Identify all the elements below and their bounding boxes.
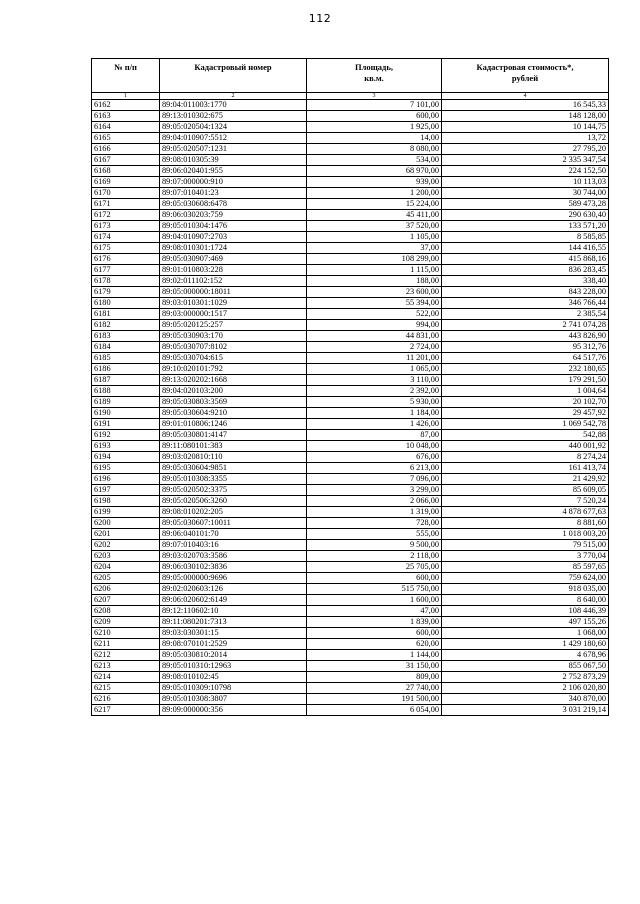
- cost-cell: 27 795,20: [442, 144, 609, 155]
- area-cell: 7 096,00: [307, 474, 442, 485]
- area-cell: 994,00: [307, 320, 442, 331]
- cadastral-number-cell: 89:04:010907:5512: [160, 133, 307, 144]
- area-cell: 3 110,00: [307, 375, 442, 386]
- row-number-cell: 6212: [92, 650, 160, 661]
- table-row: [92, 188, 609, 199]
- table-row: [92, 342, 609, 353]
- area-cell: 9 500,00: [307, 540, 442, 551]
- area-cell: 2 724,00: [307, 342, 442, 353]
- row-number-cell: 6207: [92, 595, 160, 606]
- header-cadastral-cost: Кадастровая стоимость*, рублей: [442, 59, 609, 93]
- cadastral-number-cell: 89:05:030608:6478: [160, 199, 307, 210]
- row-number-cell: 6162: [92, 100, 160, 111]
- cost-cell: 4 878 677,63: [442, 507, 609, 518]
- area-cell: 1 065,00: [307, 364, 442, 375]
- cost-cell: 10 144,75: [442, 122, 609, 133]
- area-cell: 37,00: [307, 243, 442, 254]
- row-number-cell: 6205: [92, 573, 160, 584]
- column-number: 3: [307, 93, 442, 100]
- cost-cell: 2 335 347,54: [442, 155, 609, 166]
- row-number-cell: 6201: [92, 529, 160, 540]
- area-cell: 2 118,00: [307, 551, 442, 562]
- area-cell: 1 105,00: [307, 232, 442, 243]
- area-cell: 6 213,00: [307, 463, 442, 474]
- area-cell: 600,00: [307, 628, 442, 639]
- row-number-cell: 6193: [92, 441, 160, 452]
- area-cell: 10 048,00: [307, 441, 442, 452]
- cadastral-number-cell: 89:10:020101:792: [160, 364, 307, 375]
- cadastral-table: [91, 58, 609, 716]
- cadastral-number-cell: 89:04:011003:1770: [160, 100, 307, 111]
- area-cell: 3 299,00: [307, 485, 442, 496]
- cost-cell: 8 585,85: [442, 232, 609, 243]
- cadastral-number-cell: 89:11:080101:383: [160, 441, 307, 452]
- cost-cell: 144 416,55: [442, 243, 609, 254]
- row-number-cell: 6165: [92, 133, 160, 144]
- cadastral-number-cell: 89:05:020504:1324: [160, 122, 307, 133]
- row-number-cell: 6190: [92, 408, 160, 419]
- table-row: [92, 672, 609, 683]
- row-number-cell: 6181: [92, 309, 160, 320]
- cost-cell: 1 004,64: [442, 386, 609, 397]
- table-row: [92, 694, 609, 705]
- cadastral-number-cell: 89:05:030803:3569: [160, 397, 307, 408]
- cost-cell: 108 446,39: [442, 606, 609, 617]
- table-row: [92, 100, 609, 111]
- cadastral-number-cell: 89:05:010304:1476: [160, 221, 307, 232]
- row-number-cell: 6182: [92, 320, 160, 331]
- table-row: [92, 683, 609, 694]
- cadastral-number-cell: 89:06:030102:3836: [160, 562, 307, 573]
- cost-cell: 918 035,00: [442, 584, 609, 595]
- row-number-cell: 6166: [92, 144, 160, 155]
- table-row: [92, 309, 609, 320]
- table-row: [92, 199, 609, 210]
- table-row: [92, 573, 609, 584]
- area-cell: 87,00: [307, 430, 442, 441]
- cost-cell: 1 069 542,78: [442, 419, 609, 430]
- row-number-cell: 6169: [92, 177, 160, 188]
- table-row: [92, 155, 609, 166]
- row-number-cell: 6189: [92, 397, 160, 408]
- table-row: [92, 474, 609, 485]
- cost-cell: 8 881,60: [442, 518, 609, 529]
- area-cell: 1 115,00: [307, 265, 442, 276]
- cost-cell: 2 385,54: [442, 309, 609, 320]
- row-number-cell: 6200: [92, 518, 160, 529]
- table-row: [92, 232, 609, 243]
- cadastral-number-cell: 89:03:000000:1517: [160, 309, 307, 320]
- area-cell: 600,00: [307, 111, 442, 122]
- table-row: [92, 661, 609, 672]
- cadastral-number-cell: 89:05:000000:9696: [160, 573, 307, 584]
- cost-cell: 30 744,00: [442, 188, 609, 199]
- row-number-cell: 6209: [92, 617, 160, 628]
- cost-cell: 3 770,04: [442, 551, 609, 562]
- area-cell: 15 224,00: [307, 199, 442, 210]
- table-row: [92, 639, 609, 650]
- cost-cell: 13,72: [442, 133, 609, 144]
- area-cell: 1 600,00: [307, 595, 442, 606]
- row-number-cell: 6185: [92, 353, 160, 364]
- area-cell: 191 500,00: [307, 694, 442, 705]
- table-row: [92, 441, 609, 452]
- area-cell: 45 411,00: [307, 210, 442, 221]
- cadastral-number-cell: 89:11:080201:7313: [160, 617, 307, 628]
- cadastral-number-cell: 89:04:010907:2703: [160, 232, 307, 243]
- area-cell: 676,00: [307, 452, 442, 463]
- table-row: [92, 265, 609, 276]
- row-number-cell: 6208: [92, 606, 160, 617]
- cadastral-number-cell: 89:08:010202:205: [160, 507, 307, 518]
- area-cell: 37 520,00: [307, 221, 442, 232]
- table-row: [92, 166, 609, 177]
- table-row: [92, 551, 609, 562]
- cost-cell: 85 597,65: [442, 562, 609, 573]
- area-cell: 1 839,00: [307, 617, 442, 628]
- area-cell: 47,00: [307, 606, 442, 617]
- area-cell: 27 740,00: [307, 683, 442, 694]
- cadastral-number-cell: 89:05:030604:9851: [160, 463, 307, 474]
- table-row: [92, 617, 609, 628]
- cost-cell: 10 113,03: [442, 177, 609, 188]
- table-row: [92, 364, 609, 375]
- row-number-cell: 6167: [92, 155, 160, 166]
- cost-cell: 2 741 074,28: [442, 320, 609, 331]
- table-row: [92, 254, 609, 265]
- column-number: 2: [160, 93, 307, 100]
- cost-cell: 836 283,45: [442, 265, 609, 276]
- area-cell: 108 299,00: [307, 254, 442, 265]
- cost-cell: 855 067,50: [442, 661, 609, 672]
- page-number: 112: [308, 12, 332, 25]
- table-row: [92, 320, 609, 331]
- table-row: [92, 650, 609, 661]
- column-number-row: [92, 93, 609, 100]
- cost-cell: 1 018 003,20: [442, 529, 609, 540]
- row-number-cell: 6186: [92, 364, 160, 375]
- cost-cell: 29 457,92: [442, 408, 609, 419]
- cadastral-number-cell: 89:02:020603:126: [160, 584, 307, 595]
- row-number-cell: 6197: [92, 485, 160, 496]
- row-number-cell: 6170: [92, 188, 160, 199]
- row-number-cell: 6188: [92, 386, 160, 397]
- row-number-cell: 6213: [92, 661, 160, 672]
- area-cell: 534,00: [307, 155, 442, 166]
- row-number-cell: 6183: [92, 331, 160, 342]
- cadastral-number-cell: 89:05:020507:1231: [160, 144, 307, 155]
- cadastral-number-cell: 89:06:040101:70: [160, 529, 307, 540]
- area-cell: 7 101,00: [307, 100, 442, 111]
- cost-cell: 95 312,76: [442, 342, 609, 353]
- area-cell: 5 930,00: [307, 397, 442, 408]
- table-row: [92, 463, 609, 474]
- cadastral-number-cell: 89:05:020502:3375: [160, 485, 307, 496]
- cadastral-number-cell: 89:05:000000:18011: [160, 287, 307, 298]
- table-row: [92, 276, 609, 287]
- table-row: [92, 133, 609, 144]
- cadastral-number-cell: 89:03:020810:110: [160, 452, 307, 463]
- row-number-cell: 6175: [92, 243, 160, 254]
- cadastral-number-cell: 89:09:000000:356: [160, 705, 307, 716]
- cost-cell: 21 429,92: [442, 474, 609, 485]
- table-row: [92, 397, 609, 408]
- cadastral-number-cell: 89:05:030903:170: [160, 331, 307, 342]
- cadastral-number-cell: 89:07:000000:910: [160, 177, 307, 188]
- area-cell: 68 970,00: [307, 166, 442, 177]
- area-cell: 1 144,00: [307, 650, 442, 661]
- area-cell: 2 392,00: [307, 386, 442, 397]
- column-number: 1: [92, 93, 160, 100]
- table-row: [92, 221, 609, 232]
- table-row: [92, 298, 609, 309]
- cadastral-number-cell: 89:05:030704:615: [160, 353, 307, 364]
- table-row: [92, 419, 609, 430]
- cadastral-number-cell: 89:05:010310:12963: [160, 661, 307, 672]
- table-row: [92, 375, 609, 386]
- area-cell: 188,00: [307, 276, 442, 287]
- cost-cell: 340 870,00: [442, 694, 609, 705]
- cost-cell: 224 152,50: [442, 166, 609, 177]
- area-cell: 8 080,00: [307, 144, 442, 155]
- cost-cell: 161 413,74: [442, 463, 609, 474]
- cost-cell: 16 545,33: [442, 100, 609, 111]
- cadastral-number-cell: 89:06:020401:955: [160, 166, 307, 177]
- table-row: [92, 353, 609, 364]
- column-number: 4: [442, 93, 609, 100]
- row-number-cell: 6217: [92, 705, 160, 716]
- area-cell: 55 394,00: [307, 298, 442, 309]
- cadastral-number-cell: 89:05:030607:10011: [160, 518, 307, 529]
- area-cell: 1 319,00: [307, 507, 442, 518]
- cost-cell: 338,40: [442, 276, 609, 287]
- table-row: [92, 243, 609, 254]
- cadastral-number-cell: 89:02:011102:152: [160, 276, 307, 287]
- table-row: [92, 705, 609, 716]
- table-row: [92, 529, 609, 540]
- area-cell: 600,00: [307, 573, 442, 584]
- row-number-cell: 6210: [92, 628, 160, 639]
- cost-cell: 542,88: [442, 430, 609, 441]
- area-cell: 2 066,00: [307, 496, 442, 507]
- row-number-cell: 6163: [92, 111, 160, 122]
- row-number-cell: 6198: [92, 496, 160, 507]
- cadastral-number-cell: 89:05:030907:469: [160, 254, 307, 265]
- row-number-cell: 6216: [92, 694, 160, 705]
- area-cell: 6 054,00: [307, 705, 442, 716]
- cadastral-number-cell: 89:08:010102:45: [160, 672, 307, 683]
- cost-cell: 232 180,65: [442, 364, 609, 375]
- row-number-cell: 6214: [92, 672, 160, 683]
- cadastral-number-cell: 89:05:010308:3355: [160, 474, 307, 485]
- cadastral-number-cell: 89:05:030801:4147: [160, 430, 307, 441]
- header-cadastral-number: Кадастровый номер: [160, 59, 307, 93]
- table-row: [92, 518, 609, 529]
- area-cell: 23 600,00: [307, 287, 442, 298]
- row-number-cell: 6204: [92, 562, 160, 573]
- header-num: № п/п: [92, 59, 160, 93]
- cadastral-number-cell: 89:13:010302:675: [160, 111, 307, 122]
- cadastral-number-cell: 89:07:010403:16: [160, 540, 307, 551]
- table-row: [92, 144, 609, 155]
- row-number-cell: 6196: [92, 474, 160, 485]
- cadastral-number-cell: 89:04:020103:200: [160, 386, 307, 397]
- cost-cell: 290 630,40: [442, 210, 609, 221]
- cost-cell: 415 868,16: [442, 254, 609, 265]
- cadastral-number-cell: 89:08:010301:1724: [160, 243, 307, 254]
- cost-cell: 2 752 873,29: [442, 672, 609, 683]
- table-row: [92, 485, 609, 496]
- row-number-cell: 6203: [92, 551, 160, 562]
- cost-cell: 440 001,92: [442, 441, 609, 452]
- table-row: [92, 122, 609, 133]
- row-number-cell: 6202: [92, 540, 160, 551]
- row-number-cell: 6184: [92, 342, 160, 353]
- cost-cell: 8 640,00: [442, 595, 609, 606]
- table-row: [92, 408, 609, 419]
- cadastral-number-cell: 89:13:020202:1668: [160, 375, 307, 386]
- table-row: [92, 386, 609, 397]
- cost-cell: 79 515,00: [442, 540, 609, 551]
- cadastral-number-cell: 89:05:010308:3807: [160, 694, 307, 705]
- cost-cell: 7 520,24: [442, 496, 609, 507]
- table-row: [92, 507, 609, 518]
- cadastral-number-cell: 89:12:110602:10: [160, 606, 307, 617]
- header-area: Площадь, кв.м.: [307, 59, 442, 93]
- row-number-cell: 6176: [92, 254, 160, 265]
- row-number-cell: 6206: [92, 584, 160, 595]
- area-cell: 44 831,00: [307, 331, 442, 342]
- cadastral-number-cell: 89:06:030203:759: [160, 210, 307, 221]
- cadastral-number-cell: 89:03:020703:3586: [160, 551, 307, 562]
- row-number-cell: 6199: [92, 507, 160, 518]
- row-number-cell: 6173: [92, 221, 160, 232]
- table-body: [92, 100, 609, 716]
- cost-cell: 2 106 020,80: [442, 683, 609, 694]
- table-row: [92, 584, 609, 595]
- row-number-cell: 6172: [92, 210, 160, 221]
- cost-cell: 346 766,44: [442, 298, 609, 309]
- area-cell: 522,00: [307, 309, 442, 320]
- table-row: [92, 595, 609, 606]
- cost-cell: 759 624,00: [442, 573, 609, 584]
- area-cell: 515 750,00: [307, 584, 442, 595]
- area-cell: 14,00: [307, 133, 442, 144]
- area-cell: 555,00: [307, 529, 442, 540]
- table-row: [92, 452, 609, 463]
- row-number-cell: 6164: [92, 122, 160, 133]
- area-cell: 31 150,00: [307, 661, 442, 672]
- cadastral-number-cell: 89:03:010301:1029: [160, 298, 307, 309]
- row-number-cell: 6195: [92, 463, 160, 474]
- cadastral-number-cell: 89:06:020602:6149: [160, 595, 307, 606]
- table-row: [92, 562, 609, 573]
- cadastral-number-cell: 89:05:030810:2014: [160, 650, 307, 661]
- row-number-cell: 6168: [92, 166, 160, 177]
- cost-cell: 3 031 219,14: [442, 705, 609, 716]
- cadastral-number-cell: 89:01:010806:1246: [160, 419, 307, 430]
- table-row: [92, 496, 609, 507]
- area-cell: 1 426,00: [307, 419, 442, 430]
- cost-cell: 1 429 180,60: [442, 639, 609, 650]
- area-cell: 25 705,00: [307, 562, 442, 573]
- table-row: [92, 606, 609, 617]
- cadastral-number-cell: 89:05:030707:8102: [160, 342, 307, 353]
- cost-cell: 589 473,28: [442, 199, 609, 210]
- area-cell: 809,00: [307, 672, 442, 683]
- row-number-cell: 6174: [92, 232, 160, 243]
- row-number-cell: 6194: [92, 452, 160, 463]
- area-cell: 939,00: [307, 177, 442, 188]
- row-number-cell: 6191: [92, 419, 160, 430]
- row-number-cell: 6180: [92, 298, 160, 309]
- cadastral-number-cell: 89:05:020125:257: [160, 320, 307, 331]
- cadastral-number-cell: 89:08:070101:2529: [160, 639, 307, 650]
- cost-cell: 1 068,00: [442, 628, 609, 639]
- cost-cell: 64 517,76: [442, 353, 609, 364]
- cost-cell: 133 571,20: [442, 221, 609, 232]
- cost-cell: 148 128,00: [442, 111, 609, 122]
- row-number-cell: 6211: [92, 639, 160, 650]
- area-cell: 1 925,00: [307, 122, 442, 133]
- cadastral-number-cell: 89:05:020506:3260: [160, 496, 307, 507]
- table-row: [92, 331, 609, 342]
- area-cell: 620,00: [307, 639, 442, 650]
- area-cell: 728,00: [307, 518, 442, 529]
- row-number-cell: 6187: [92, 375, 160, 386]
- table-row: [92, 177, 609, 188]
- row-number-cell: 6179: [92, 287, 160, 298]
- cadastral-number-cell: 89:07:010401:23: [160, 188, 307, 199]
- cost-cell: 4 678,96: [442, 650, 609, 661]
- cost-cell: 443 826,90: [442, 331, 609, 342]
- table-row: [92, 210, 609, 221]
- table-row: [92, 287, 609, 298]
- cadastral-number-cell: 89:08:010305:39: [160, 155, 307, 166]
- cost-cell: 20 102,70: [442, 397, 609, 408]
- cost-cell: 85 609,05: [442, 485, 609, 496]
- cadastral-number-cell: 89:05:030604:9210: [160, 408, 307, 419]
- area-cell: 11 201,00: [307, 353, 442, 364]
- cost-cell: 497 155,26: [442, 617, 609, 628]
- area-cell: 1 200,00: [307, 188, 442, 199]
- cadastral-number-cell: 89:01:010803:228: [160, 265, 307, 276]
- table-row: [92, 430, 609, 441]
- row-number-cell: 6177: [92, 265, 160, 276]
- area-cell: 1 184,00: [307, 408, 442, 419]
- row-number-cell: 6215: [92, 683, 160, 694]
- row-number-cell: 6178: [92, 276, 160, 287]
- header-row: [92, 59, 609, 93]
- table-row: [92, 540, 609, 551]
- cost-cell: 179 291,50: [442, 375, 609, 386]
- row-number-cell: 6192: [92, 430, 160, 441]
- row-number-cell: 6171: [92, 199, 160, 210]
- table-row: [92, 111, 609, 122]
- cadastral-number-cell: 89:05:010309:10798: [160, 683, 307, 694]
- cadastral-number-cell: 89:03:030301:15: [160, 628, 307, 639]
- table-row: [92, 628, 609, 639]
- cost-cell: 8 274,24: [442, 452, 609, 463]
- cost-cell: 843 228,00: [442, 287, 609, 298]
